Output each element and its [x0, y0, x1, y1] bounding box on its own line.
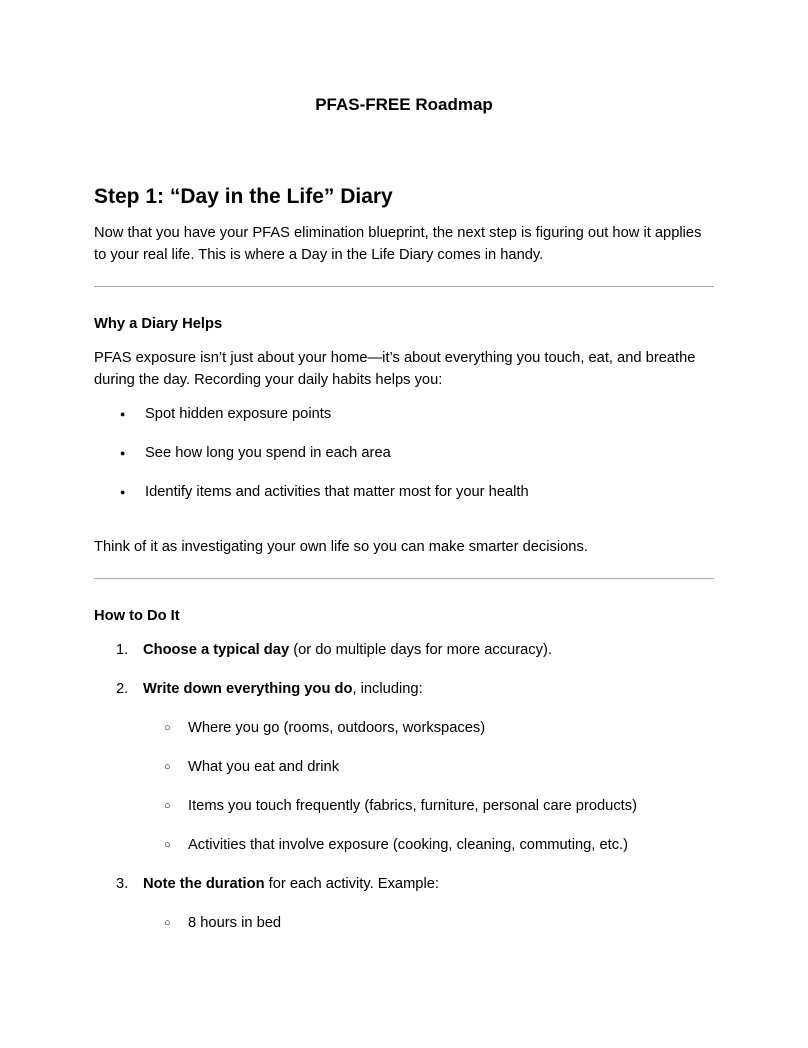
sub-list-item [94, 795, 714, 817]
bullet-circle-icon: ○ [164, 839, 171, 851]
bullet-circle-icon: ○ [164, 917, 171, 929]
how-to-do-it-heading: How to Do It [94, 608, 180, 624]
numbered-item-2 [94, 678, 714, 700]
number-marker: 2. [116, 681, 129, 697]
list-item-text: See how long you spend in each area [145, 445, 391, 461]
list-item [94, 442, 714, 464]
bullet-circle-icon: ○ [164, 761, 171, 773]
bold-phrase: Write down everything you do [143, 681, 353, 697]
list-item-text: Where you go (rooms, outdoors, workspaces) [188, 720, 486, 736]
bullet-disc-icon: ● [120, 448, 126, 458]
item-rest-text: for each activity. Example: [264, 876, 439, 892]
closing-paragraph: Think of it as investigating your own life so you can make smarter decisions. [94, 539, 588, 555]
numbered-item-3 [94, 873, 714, 895]
sub-list-item [94, 717, 714, 739]
intro-paragraph: Now that you have your PFAS elimination blueprint, the next step is figuring out how it applies to your real life. This is where a Day in the Life Diary comes in handy. [94, 225, 702, 263]
sub-list-item [94, 912, 714, 934]
numbered-item-1 [94, 639, 714, 661]
why-paragraph: PFAS exposure isn’t just about your home—it’s about everything you touch, eat, and breathe during the day. Recording your daily habits helps you: [94, 350, 696, 388]
horizontal-divider [94, 578, 714, 579]
step-heading: Step 1: “Day in the Life” Diary [94, 185, 393, 208]
sub-list-item [94, 756, 714, 778]
why-a-diary-helps-heading: Why a Diary Helps [94, 316, 223, 332]
item-rest-text: (or do multiple days for more accuracy). [289, 642, 552, 658]
how-to-list [94, 639, 714, 934]
bold-phrase: Choose a typical day [143, 642, 290, 658]
list-item-text: 8 hours in bed [188, 915, 282, 931]
bullet-circle-icon: ○ [164, 722, 171, 734]
list-item-text: Spot hidden exposure points [145, 406, 332, 422]
horizontal-divider [94, 286, 714, 287]
list-item-text: Identify items and activities that matter most for your health [145, 484, 529, 500]
why-bullet-list [94, 403, 714, 503]
list-item-text: Activities that involve exposure (cooking, cleaning, commuting, etc.) [188, 837, 629, 853]
list-item [94, 481, 714, 503]
list-item [94, 403, 714, 425]
list-item-text [143, 639, 714, 661]
document-title: PFAS-FREE Roadmap [315, 95, 493, 114]
number-marker: 1. [116, 642, 129, 658]
list-item-text [143, 873, 714, 895]
list-item-text: Items you touch frequently (fabrics, furniture, personal care products) [188, 798, 637, 814]
bullet-disc-icon: ● [120, 409, 126, 419]
bullet-circle-icon: ○ [164, 800, 171, 812]
bold-phrase: Note the duration [143, 876, 265, 892]
sub-list-item [94, 834, 714, 856]
bullet-disc-icon: ● [120, 487, 126, 497]
item-rest-text: , including: [352, 681, 423, 697]
list-item-text: What you eat and drink [188, 759, 340, 775]
number-marker: 3. [116, 876, 129, 892]
list-item-text [143, 678, 714, 700]
